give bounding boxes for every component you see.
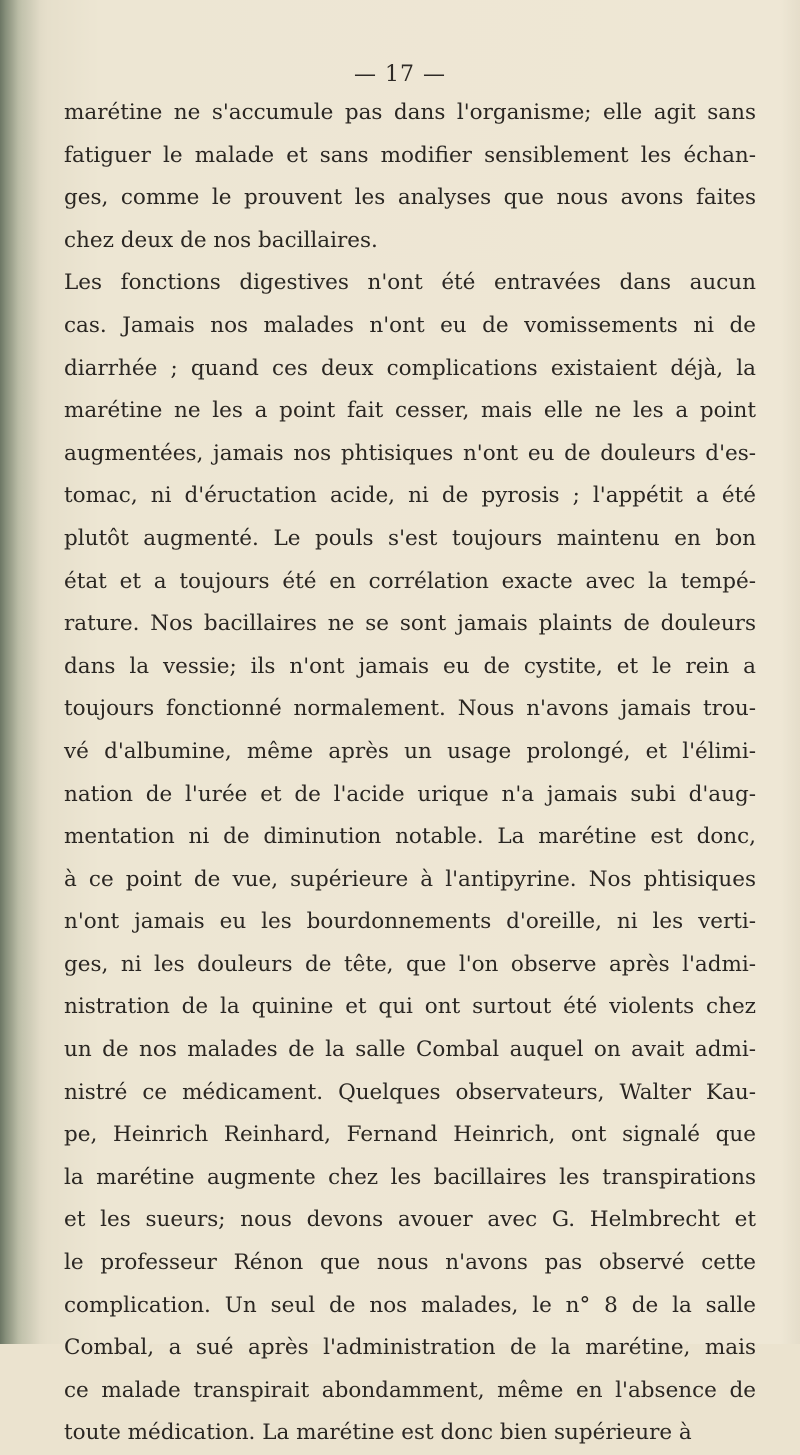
- text-line: et les sueurs; nous devons avouer avec G. Helmbrecht et: [64, 1207, 756, 1233]
- text-line: la marétine augmente chez les bacillaires les transpirations: [64, 1164, 756, 1190]
- text-line: ce malade transpirait abondamment, même en l'absence de: [64, 1377, 756, 1403]
- text-line: nistration de la quinine et qui ont surtout été violents chez: [64, 994, 756, 1020]
- text-line: marétine ne les a point fait cesser, mais elle ne les a point: [64, 398, 756, 424]
- text-line: n'ont jamais eu les bourdonnements d'oreille, ni les verti-: [64, 909, 756, 935]
- text-line: un de nos malades de la salle Combal auquel on avait admi-: [64, 1037, 756, 1063]
- text-line: chez deux de nos bacillaires.: [64, 227, 378, 253]
- text-line: vé d'albumine, même après un usage prolongé, et l'élimi-: [64, 738, 756, 764]
- text-line: Les fonctions digestives n'ont été entravées dans aucun: [64, 270, 756, 296]
- text-line: ges, comme le prouvent les analyses que nous avons faites: [64, 185, 756, 211]
- text-line: augmentées, jamais nos phtisiques n'ont eu de douleurs d'es-: [64, 440, 756, 466]
- text-line: dans la vessie; ils n'ont jamais eu de cystite, et le rein a: [64, 653, 756, 679]
- body-text: [64, 92, 756, 1455]
- text-line: mentation ni de diminution notable. La marétine est donc,: [64, 824, 756, 850]
- text-line: ges, ni les douleurs de tête, que l'on observe après l'admi-: [64, 951, 756, 977]
- text-line: tomac, ni d'éructation acide, ni de pyrosis ; l'appétit a été: [64, 483, 756, 509]
- text-line: nation de l'urée et de l'acide urique n'a jamais subi d'aug-: [64, 781, 756, 807]
- text-line: diarrhée ; quand ces deux complications existaient déjà, la: [64, 355, 756, 381]
- text-line: à ce point de vue, supérieure à l'antipyrine. Nos phtisiques: [64, 866, 756, 892]
- text-line: Combal, a sué après l'administration de la marétine, mais: [64, 1335, 756, 1361]
- text-line: le professeur Rénon que nous n'avons pas observé cette: [64, 1250, 756, 1276]
- text-line: fatiguer le malade et sans modifier sensiblement les échan-: [64, 142, 756, 168]
- text-line: état et a toujours été en corrélation exacte avec la tempé-: [64, 568, 756, 594]
- text-line: marétine ne s'accumule pas dans l'organisme; elle agit sans: [64, 100, 756, 125]
- text-line: rature. Nos bacillaires ne se sont jamais plaints de douleurs: [64, 611, 756, 637]
- text-line: cas. Jamais nos malades n'ont eu de vomissements ni de: [64, 312, 756, 338]
- page-number: — 17 —: [354, 62, 446, 87]
- text-line: plutôt augmenté. Le pouls s'est toujours maintenu en bon: [64, 525, 756, 551]
- text-line: toute médication. La marétine est donc bien supérieure à: [64, 1420, 692, 1446]
- binding-shadow: [0, 0, 40, 1344]
- text-line: toujours fonctionné normalement. Nous n'avons jamais trou-: [64, 696, 756, 722]
- text-line: nistré ce médicament. Quelques observateurs, Walter Kau-: [64, 1079, 756, 1105]
- text-line: pe, Heinrich Reinhard, Fernand Heinrich, ont signalé que: [64, 1122, 756, 1148]
- text-line: complication. Un seul de nos malades, le n° 8 de la salle: [64, 1292, 756, 1318]
